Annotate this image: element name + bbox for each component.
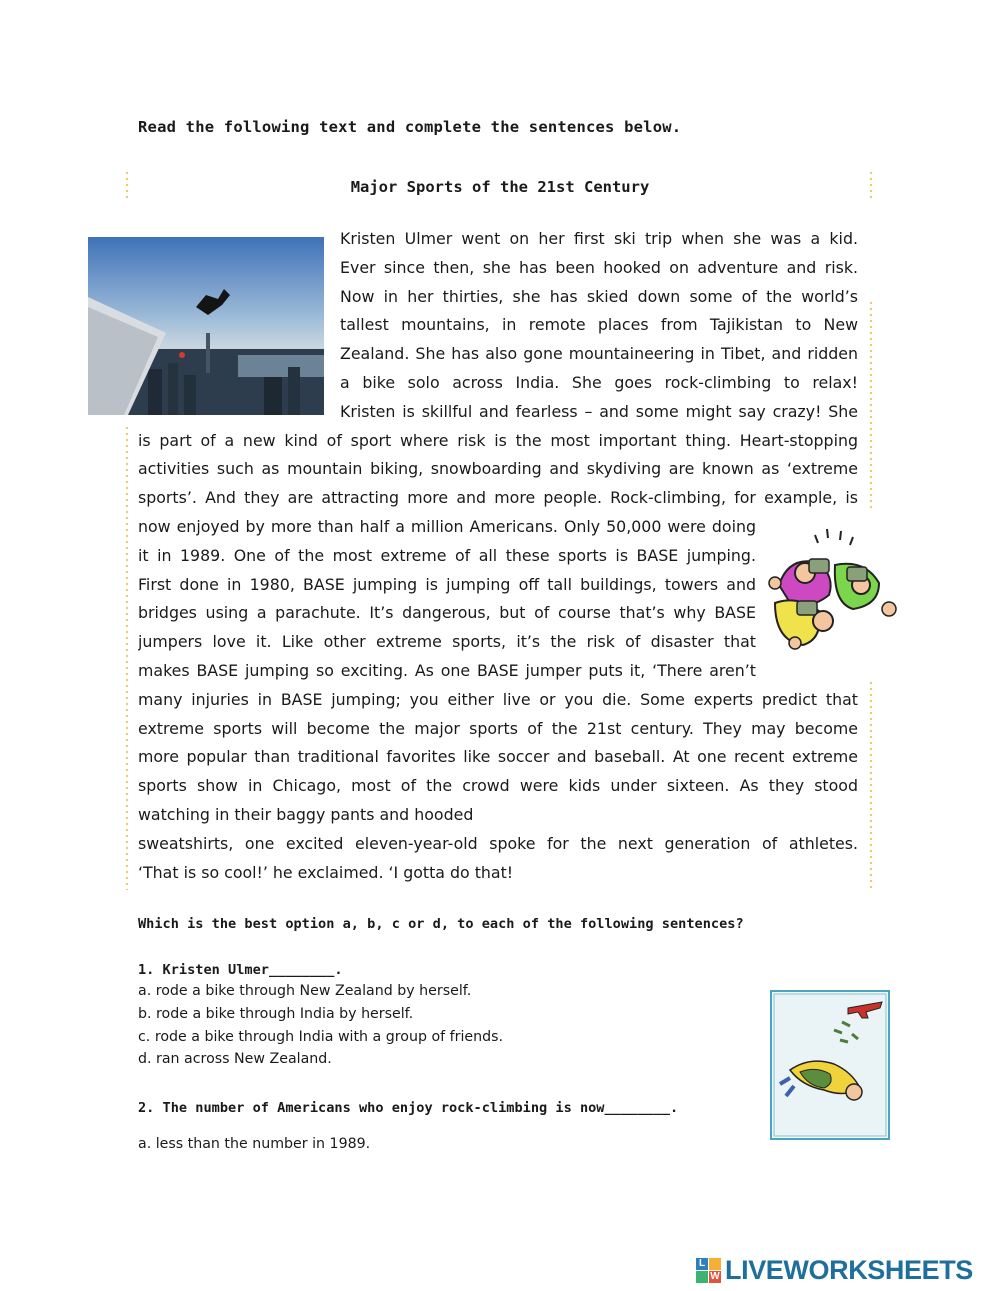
passage-line: Kristen Ulmer went on her first ski trip when she was a kid. [340, 229, 858, 248]
liveworksheets-logo [696, 1254, 973, 1286]
passage-line: is part of a new kind of sport where risk is the most important thing. Heart-stopping [138, 430, 858, 450]
question-1-option-c: c. rode a bike through India with a group of friends. [138, 1028, 504, 1045]
border-dots-right-upper [868, 300, 874, 510]
logo-tile-l: L [696, 1258, 708, 1270]
question-1-option-a: a. rode a bike through New Zealand by herself. [138, 983, 472, 999]
passage-line: Kristen is skillful and fearless – and some might say crazy! She [340, 401, 858, 421]
liveworksheets-logo-text: LIVEWORKSHEETS [725, 1254, 973, 1285]
question-2 [138, 1100, 678, 1156]
passage-title: Major Sports of the 21st Century [350, 178, 650, 196]
border-dots-right-lower [868, 680, 874, 890]
skydiver-plane-cartoon [770, 990, 890, 1140]
skydivers-cartoon [765, 525, 905, 660]
logo-tile [696, 1271, 708, 1283]
passage-line: a bike solo across India. She goes rock-climbing to relax! [340, 373, 858, 392]
passage-line: makes BASE jumping so exciting. As one BASE jumper puts it, ‘There aren’t [138, 661, 756, 680]
passage-line: it in 1989. One of the most extreme of all these sports is BASE jumping. [138, 545, 756, 565]
base-jumper-photo [88, 237, 324, 415]
passage-line: bridges using a parachute. It’s dangerous, but of course that’s why BASE [138, 603, 756, 623]
passage-line: watching in their baggy pants and hooded [138, 805, 474, 824]
question-1 [138, 962, 503, 1071]
passage-line: Zealand. She has also gone mountaineering in Tibet, and ridden [340, 344, 858, 364]
question-1-option-b: b. rode a bike through India by herself. [138, 1005, 414, 1022]
question-2-option-a: a. less than the number in 1989. [138, 1136, 371, 1152]
passage-line: more popular than traditional favorites like soccer and baseball. At one recent extreme [138, 747, 858, 767]
instruction-text: Read the following text and complete the sentences below. [138, 118, 682, 136]
passage-line: now enjoyed by more than half a million Americans. Only 50,000 were doing [138, 517, 756, 536]
liveworksheets-logo-icon [696, 1258, 721, 1283]
passage-line: jumpers love it. Like other extreme sports, it’s the risk of disaster that [138, 632, 756, 652]
logo-tile [709, 1258, 721, 1270]
passage-line: sports’. And they are attracting more and more people. Rock-climbing, for example, is [138, 488, 858, 508]
passage-line: activities such as mountain biking, snowboarding and skydiving are known as ‘extreme [138, 459, 858, 479]
passage-line: tallest mountains, in remote places from Tajikistan to New [340, 315, 858, 335]
question-1-title: 1. Kristen Ulmer________. [138, 962, 343, 978]
passage-line: sports show in Chicago, most of the crowd were kids under sixteen. As they stood [138, 776, 858, 796]
passage-line: First done in 1980, BASE jumping is jumping off tall buildings, towers and [138, 574, 756, 594]
passage-line: Ever since then, she has been hooked on adventure and risk. [340, 257, 858, 277]
passage-line: many injuries in BASE jumping; you either live or you die. Some experts predict that [138, 689, 858, 709]
passage-line: sweatshirts, one excited eleven-year-old spoke for the next generation of athletes. [138, 833, 858, 853]
border-dots-left [124, 425, 130, 890]
question-1-option-d: d. ran across New Zealand. [138, 1051, 332, 1068]
question-2-title: 2. The number of Americans who enjoy rock-climbing is now________. [138, 1100, 679, 1116]
passage-line: ‘That is so cool!’ he exclaimed. ‘I gotta do that! [138, 862, 514, 882]
logo-tile-w: W [710, 1270, 720, 1282]
passage-line: extreme sports will become the major sports of the 21st century. They may become [138, 718, 858, 738]
question-prompt: Which is the best option a, b, c or d, to each of the following sentences? [138, 916, 744, 932]
passage-line: Now in her thirties, she has skied down some of the world’s [340, 286, 858, 306]
